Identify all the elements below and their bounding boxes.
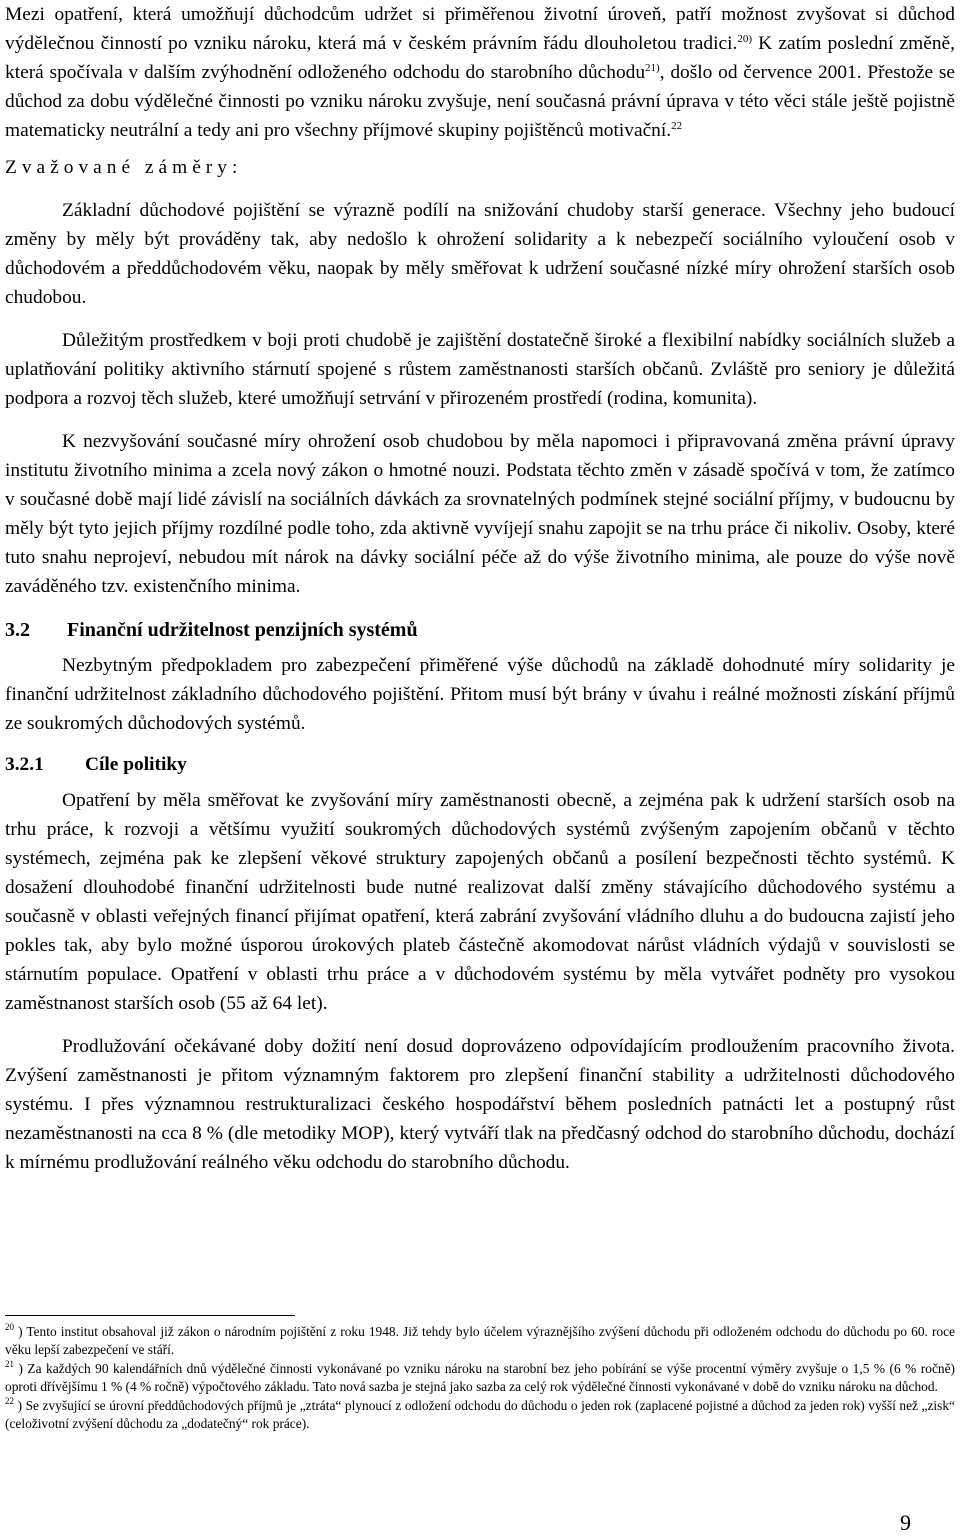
footnote-ref-21[interactable]: 21)	[645, 62, 660, 74]
section-title: Cíle politiky	[85, 754, 187, 775]
paragraph-life-expectancy: Prodlužování očekávané doby dožití není dosud doprovázeno odpovídajícím prodloužením pracovního života. Zvýšení zaměstnanosti je přitom významným faktorem pro zlepšení finanční stability a udržitelnosti důchodového systému. I přes významnou restrukturalizaci českého hospodářství během posledních patnácti let a postupný růst nezaměstnanosti na cca 8 % (dle metodiky MOP), který vytváří tlak na předčasný odchod do starobního důchodu, dochází k mírnému prodlužování reálného věku odchodu do starobního důchodu.	[5, 1036, 955, 1173]
section-number: 3.2	[5, 619, 30, 641]
footnote-number: 20	[5, 1322, 14, 1332]
paragraph-text: K zatím poslední změně, která spočívala v dalším zvýhodnění odloženého odchodu do starobního důchodu	[5, 33, 955, 83]
footnote-number: 22	[5, 1396, 14, 1406]
footnote-separator	[5, 1315, 295, 1316]
paragraph-text: , došlo od července 2001. Přestože se důchod za dobu výdělečné činnosti po vzniku nároku zvyšuje, není současná právní úprava v této věci stále ještě pojistně matematicky neutrální a tedy ani pro všechny příjmové skupiny pojištěnců motivační.	[5, 62, 955, 141]
footnote-22	[5, 1397, 955, 1432]
footnote-20	[5, 1323, 955, 1358]
page-number: 9	[900, 1510, 911, 1535]
paragraph-basic-insurance: Základní důchodové pojištění se výrazně podílí na snižování chudoby starší generace. Všechny jeho budoucí změny by měly být prováděny tak, aby nedošlo k ohrožení solidarity a k nebezpečí sociálního vyloučení osob v důchodovém a předdůchodovém věku, naopak by měly směřovat k udržení současné nízké míry ohrožení starších osob chudobou.	[5, 200, 955, 308]
subheading-considered-plans: Zvažované záměry:	[5, 157, 243, 178]
paragraph-policy-goals: Opatření by měla směřovat ke zvyšování míry zaměstnanosti obecně, a zejména pak k udržení starších osob na trhu práce, k rozvoji a většímu využití soukromých důchodových systémů zvýšeným zapojením občanů v těchto systémech, zejména pak ke zlepšení věkové struktury zapojených občanů a posílení bezpečnosti těchto systémů. K dosažení dlouhodobé finanční udržitelnosti bude nutné realizovat další změny stávajícího důchodového systému a současně v oblasti veřejných financí přijímat opatření, která zabrání zvyšování vládního dluhu a do budoucna zajistí jeho pokles tak, aby bylo možné úsporou úrokových plateb částečně akomodovat nárůst vládních výdajů v souvislosti se stárnutím populace. Opatření v oblasti trhu práce a v důchodovém systému by měla vytvářet podněty pro vysokou zaměstnanost starších osob (55 až 64 let).	[5, 790, 955, 1014]
footnote-text: ) Tento institut obsahoval již zákon o národním pojištění z roku 1948. Již tehdy bylo účelem výraznějšího zvýšení důchodu při odloženém odchodu do důchodu po 60. roce věku lepší zabezpečení ve stáří.	[5, 1324, 955, 1357]
footnote-ref-20[interactable]: 20)	[737, 33, 752, 45]
footnote-number: 21	[5, 1359, 14, 1369]
section-heading-3-2	[5, 615, 955, 645]
section-heading-3-2-1	[5, 750, 955, 780]
footnote-text: ) Se zvyšující se úrovní předdůchodových příjmů je „ztráta“ plynoucí z odložení odchodu do důchodu o jeden rok (zaplacené pojistné a důchod za jeden rok) vyšší než „zisk“ (celoživotní zvýšení důchodu za „dodatečný“ rok práce).	[5, 1398, 955, 1431]
paragraph-subsistence-minimum: K nezvyšování současné míry ohrožení osob chudobou by měla napomoci i připravovaná změna právní úpravy institutu životního minima a zcela nový zákon o hmotné nouzi. Podstata těchto změn v zásadě spočívá v tom, že zatímco v současné době mají lidé závislí na sociálních dávkách za srovnatelných podmínek stejné sociální příjmy, v budoucnu by měly být tyto jejich příjmy rozdílné podle toho, zda aktivně vyvíjejí snahu zapojit se na trhu práce či nikoliv. Osoby, které tuto snahu neprojeví, nebudou mít nárok na dávky sociální péče až do výše životního minima, ale pouze do výše nově zaváděného tzv. existenčního minima.	[5, 431, 955, 597]
paragraph-financial-sustainability: Nezbytným předpokladem pro zabezpečení přiměřené výše důchodů na základě dohodnuté míry solidarity je finanční udržitelnost základního důchodového pojištění. Přitom musí být brány v úvahu i reálné možnosti získání příjmů ze soukromých důchodových systémů.	[5, 655, 955, 734]
section-title: Finanční udržitelnost penzijních systémů	[67, 619, 418, 641]
paragraph-text: Mezi opatření, která umožňují důchodcům udržet si přiměřenou životní úroveň, patří možnost zvyšovat si důchod výdělečnou činností po vzniku nároku, která má v českém právním řádu dlouholetou tradici.	[5, 4, 955, 54]
footnote-text: ) Za každých 90 kalendářních dnů výdělečné činnosti vykonávané po vzniku nároku na starobní bez jeho pobírání se výše procentní výměry zvyšuje o 1,5 % (6 % ročně) oproti dřívějšímu 1 % (4 % ročně) výpočtového základu. Tato nová sazba je stejná jako sazba za celý rok výdělečné činnosti vykonávané v době do vzniku nároku na důchod.	[5, 1361, 955, 1394]
footnotes	[5, 1323, 955, 1434]
section-number: 3.2.1	[5, 754, 44, 775]
paragraph-retirement-earnings	[5, 0, 955, 145]
footnote-21	[5, 1360, 955, 1395]
paragraph-social-services: Důležitým prostředkem v boji proti chudobě je zajištění dostatečně široké a flexibilní nabídky sociálních služeb a uplatňování politiky aktivního stárnutí spojené s růstem zaměstnanosti starších občanů. Zvláště pro seniory je důležitá podpora a rozvoj těch služeb, které umožňují setrvání v přirozeném prostředí (rodina, komunita).	[5, 330, 955, 409]
document-body	[5, 0, 955, 1177]
footnote-ref-22[interactable]: 22	[671, 120, 683, 132]
